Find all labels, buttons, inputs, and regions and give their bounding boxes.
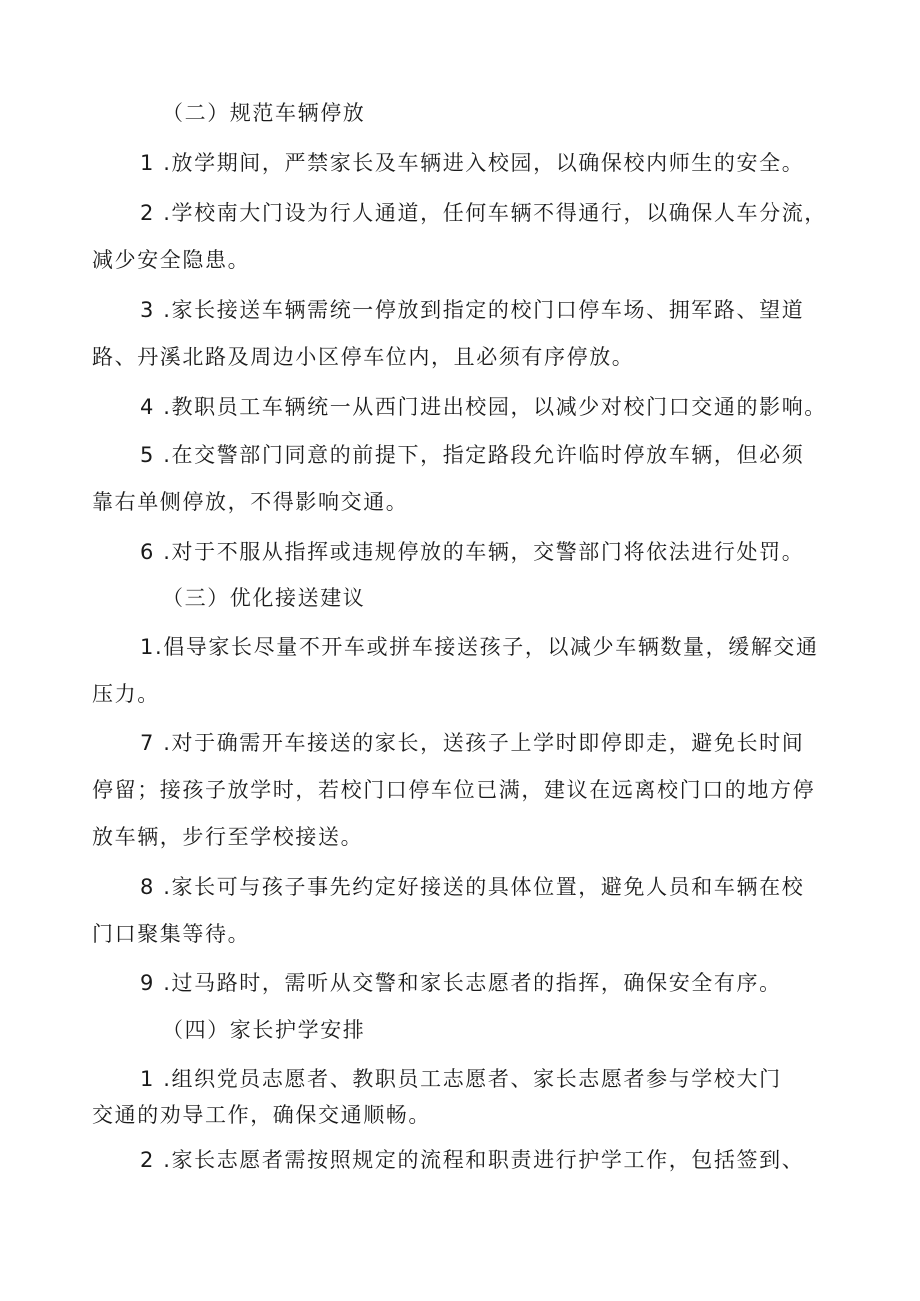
paragraph-line: 4 .教职员工车辆统一从西门进出校园，以减少对校门口交通的影响。: [140, 395, 827, 419]
paragraph-line: 7 .对于确需开车接送的家长，送孩子上学时即停即走，避免长时间: [140, 731, 805, 755]
paragraph-line: 停留；接孩子放学时，若校门口停车位已满，建议在远离校门口的地方停: [92, 778, 816, 802]
paragraph-line: 路、丹溪北路及周边小区停车位内，且必须有序停放。: [92, 345, 635, 369]
paragraph-line: 2 .学校南大门设为行人通道，任何车辆不得通行，以确保人车分流，: [140, 201, 827, 225]
paragraph-line: 1 .组织党员志愿者、教职员工志愿者、家长志愿者参与学校大门: [140, 1067, 782, 1091]
paragraph-line: 门口聚集等待。: [92, 922, 251, 946]
section-heading: （二）规范车辆停放: [162, 101, 366, 125]
paragraph-line: 1 .放学期间，严禁家长及车辆进入校园，以确保校内师生的安全。: [140, 151, 805, 175]
paragraph-line: 放车辆，步行至学校接送。: [92, 825, 364, 849]
paragraph-line: 2 .家长志愿者需按照规定的流程和职责进行护学工作，包括签到、: [140, 1148, 805, 1172]
paragraph-line: 减少安全隐患。: [92, 248, 251, 272]
paragraph-line: 1.倡导家长尽量不开车或拼车接送孩子，以减少车辆数量，缓解交通: [140, 635, 819, 659]
paragraph-line: 靠右单侧停放，不得影响交通。: [92, 490, 409, 514]
paragraph-line: 压力。: [92, 682, 160, 706]
section-heading: （四）家长护学安排: [162, 1018, 366, 1042]
paragraph-line: 交通的劝导工作，确保交通顺畅。: [92, 1103, 431, 1127]
paragraph-line: 9 .过马路时，需听从交警和家长志愿者的指挥，确保安全有序。: [140, 971, 782, 995]
paragraph-line: 6 .对于不服从指挥或违规停放的车辆，交警部门将依法进行处罚。: [140, 540, 805, 564]
section-heading: （三）优化接送建议: [162, 586, 366, 610]
paragraph-line: 5 .在交警部门同意的前提下，指定路段允许临时停放车辆，但必须: [140, 443, 805, 467]
paragraph-line: 8 .家长可与孩子事先约定好接送的具体位置，避免人员和车辆在校: [140, 875, 805, 899]
paragraph-line: 3 .家长接送车辆需统一停放到指定的校门口停车场、拥军路、望道: [140, 298, 805, 322]
